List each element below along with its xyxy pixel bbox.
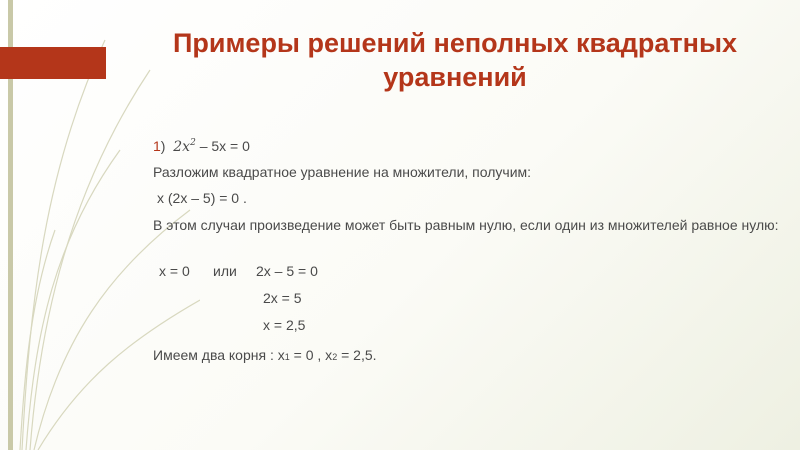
factor-equation: x (2x – 5) = 0 . [157,190,247,206]
step-1: 2x = 5 [263,290,302,306]
case-or: или [213,263,237,279]
roots-mid: = 0 , x [289,347,333,363]
item-number: 1 [153,138,161,154]
factor-intro: Разложим квадратное уравнение на множители, получим: [153,164,532,180]
explanation: В этом случаи произведение может быть равным нулю, если один из множителей равное нулю: [153,217,779,233]
case-left: x = 0 [159,263,190,279]
equation-coef: 2 [173,139,183,155]
equation-var: x [182,139,191,155]
equation-exponent: 2 [190,138,196,148]
slide-title: Примеры решений неполных квадратных уравнений [172,28,738,92]
title-accent-block [0,47,106,79]
roots-end: = 2,5. [337,347,377,363]
step-2: x = 2,5 [263,317,306,333]
root-2-subscript: 2 [332,352,338,362]
equation-rest: – 5x = 0 [195,138,250,154]
roots-label: Имеем два корня : x [153,347,285,363]
item-paren: ) [160,138,166,154]
equation-line [153,135,250,156]
roots-line [153,347,377,366]
case-right: 2x – 5 = 0 [256,263,318,279]
root-1-subscript: 1 [284,352,290,362]
